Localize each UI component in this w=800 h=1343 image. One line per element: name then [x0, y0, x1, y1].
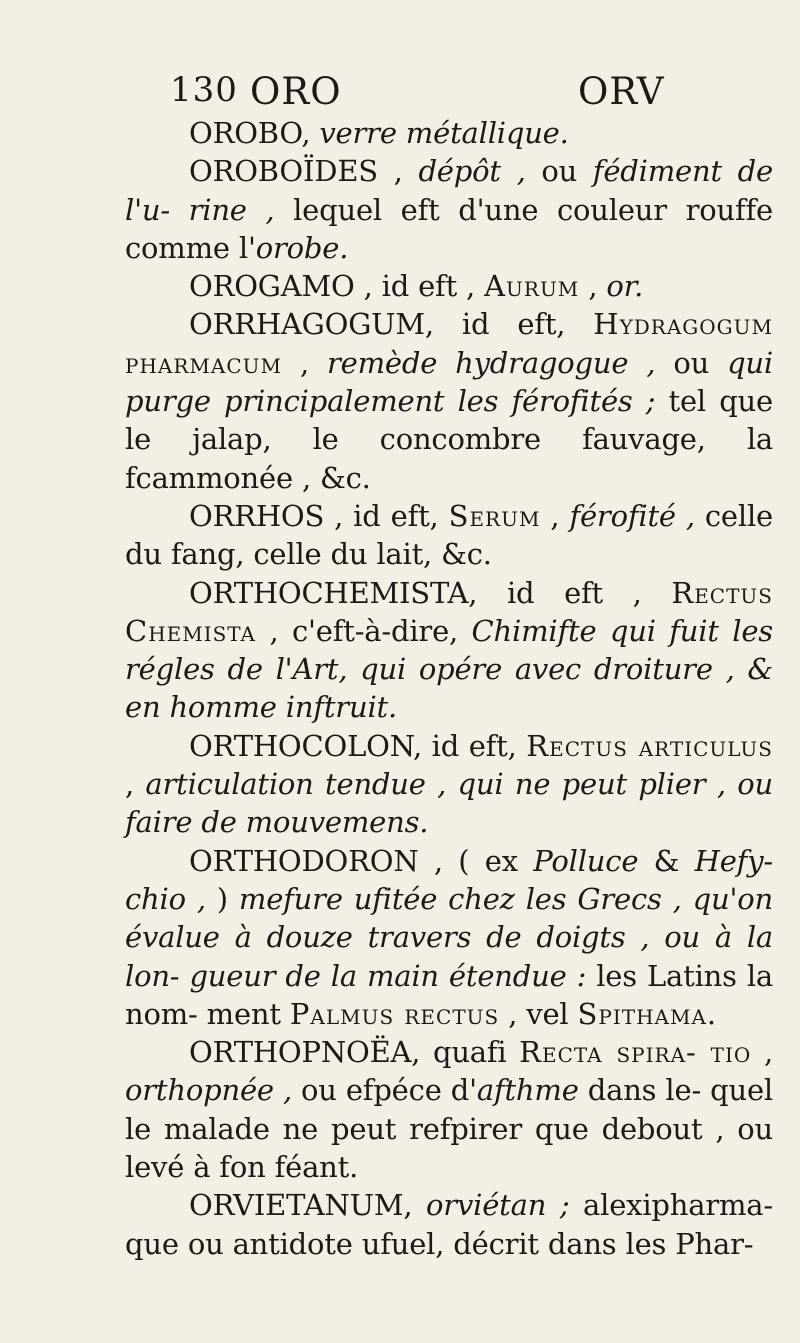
- entry-text: ou: [525, 154, 593, 189]
- entry-text: alexipharma- que ou antidote ufuel, décrit dans les Phar-: [125, 1188, 773, 1261]
- entry-text: , quafi: [411, 1035, 520, 1070]
- entry-text: ou efpéce d': [291, 1073, 477, 1108]
- definition-italic: Chimifte qui fuit les régles de l'Art, qui opére avec droiture , & en homme inftruit.: [125, 613, 773, 725]
- entry-text: ,: [281, 345, 327, 380]
- entry-text: ,: [751, 1035, 773, 1070]
- entry-text: &: [638, 843, 695, 878]
- entry-text: , id eft ,: [354, 269, 485, 304]
- entry-text: , id eft,: [424, 307, 594, 342]
- entry-text: ou: [655, 345, 728, 380]
- entry-text: ,: [540, 498, 570, 533]
- headword: ORRHOS: [189, 498, 325, 533]
- entry-text: , id eft,: [324, 498, 449, 533]
- latin-term: Rectus articulus: [526, 728, 773, 763]
- definition-italic: dépôt ,: [418, 154, 526, 189]
- entry-orthochemista: [125, 574, 773, 727]
- definition-italic: mefure ufitée chez les Grecs , qu'on évalue à douze travers de doigts , ou à la lon- gueur de la main étendue :: [125, 881, 774, 993]
- dictionary-text: [125, 114, 773, 1263]
- entry-text: les Latins la nom- ment: [125, 958, 773, 1031]
- entry-text: , c'eft-à-dire,: [256, 613, 472, 648]
- entry-orvietanum: [125, 1186, 773, 1263]
- latin-term: Rectus Chemista: [125, 575, 773, 648]
- entry-orrhos: [125, 497, 773, 574]
- entry-text: celle du fang, celle du lait, &c.: [125, 498, 773, 572]
- definition-italic: fédiment de l'u- rine ,: [125, 154, 773, 227]
- definition-italic: qui purge principalement les férofités ;: [125, 345, 773, 419]
- entry-text: , id eft ,: [468, 575, 672, 610]
- entry-orthocolon: [125, 727, 773, 842]
- entry-orogamo: [125, 267, 773, 305]
- entry-orrhagogum: [125, 305, 773, 496]
- definition-italic: orobe.: [255, 230, 349, 265]
- entry-orobo: [125, 114, 773, 152]
- definition-italic: afthme: [476, 1073, 579, 1108]
- definition-italic: verre métallique.: [319, 116, 569, 150]
- definition-italic: or.: [606, 269, 644, 304]
- headword: ORTHODORON: [189, 843, 419, 878]
- left-running-head: ORO: [250, 70, 342, 113]
- definition-italic: Polluce: [533, 843, 639, 878]
- entry-text: dans le- quel le malade ne peut refpirer que debout , ou levé à fon féant.: [125, 1073, 773, 1185]
- latin-term: Hydragogum pharmacum: [125, 307, 773, 380]
- latin-term: Serum: [448, 498, 541, 533]
- headword: ORTHOCOLON: [189, 728, 414, 763]
- entry-oroboides: [125, 152, 773, 267]
- entry-text: ,: [125, 767, 146, 802]
- entry-text: ,: [579, 269, 607, 304]
- headword: ORTHOPNOËA: [189, 1035, 412, 1070]
- latin-term: Recta spira- tio: [519, 1035, 752, 1070]
- entry-text: ,: [301, 116, 320, 150]
- entry-orthodoron: [125, 842, 773, 1033]
- page-number: 130: [170, 70, 238, 110]
- headword: ORVIETANUM: [189, 1188, 404, 1223]
- headword: OROBOÏDES: [189, 154, 378, 189]
- definition-italic: orviétan ;: [426, 1188, 570, 1223]
- definition-italic: remède hydragogue ,: [326, 345, 656, 380]
- entry-text: lequel eft d'une couleur rouffe comme l': [125, 192, 773, 265]
- headword: OROGAMO: [189, 269, 355, 304]
- right-running-head: ORV: [578, 70, 665, 113]
- definition-italic: orthopnée ,: [125, 1073, 292, 1108]
- entry-text: ,: [377, 154, 419, 189]
- entry-text: ,: [403, 1188, 427, 1223]
- entry-text: tel que le jalap, le concombre fauvage, la fcammonée , &c.: [125, 384, 773, 495]
- headword: ORTHOCHEMISTA: [189, 575, 469, 610]
- entry-text: , ( ex: [418, 843, 534, 878]
- definition-italic: férofité ,: [569, 498, 695, 533]
- entry-text: , id eft,: [413, 728, 527, 763]
- definition-italic: Hefy- chio ,: [125, 843, 773, 916]
- entry-text: ): [205, 881, 239, 916]
- headword: ORRHAGOGUM: [189, 307, 425, 342]
- latin-term: Aurum: [484, 269, 580, 304]
- headword: OROBO: [189, 116, 302, 150]
- entry-text: , vel: [499, 996, 578, 1031]
- entry-orthopnoea: [125, 1033, 773, 1186]
- definition-italic: articulation tendue , qui ne peut plier , ou faire de mouvemens.: [125, 767, 773, 840]
- latin-term: Palmus rectus: [289, 996, 500, 1031]
- running-header: [0, 70, 800, 120]
- latin-term: Spithama.: [577, 996, 718, 1031]
